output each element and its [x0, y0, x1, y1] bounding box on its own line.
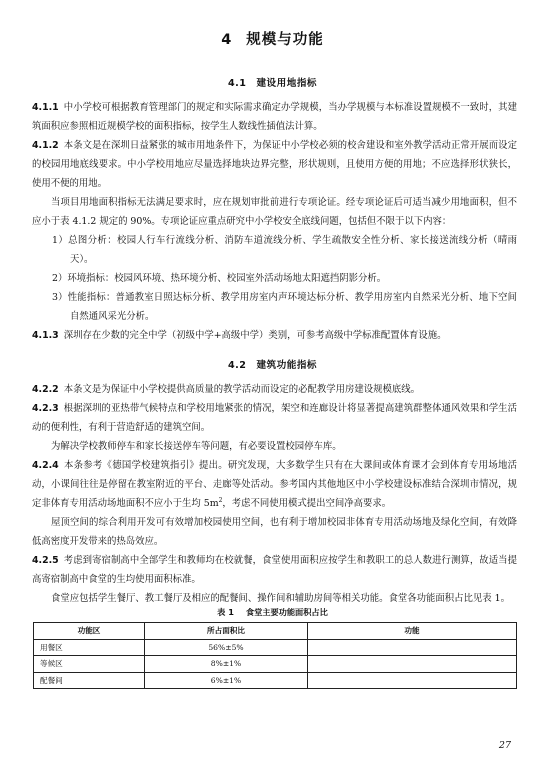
clause-text: 本条参考《德国学校建筑指引》提出。研究发现，大多数学生只有在大课间或体育课才会到体育专用场地活动，小课间往往是停留在教室附近的平台、走廊等处活动。参考国内其他地区中小学校建设标准结合深圳市情况，规定非体育专用活动场地面积不应小于生均 5m	[32, 460, 517, 509]
table-row	[34, 656, 517, 673]
table-cell: 56%±5%	[145, 639, 308, 656]
clause-text: 根据深圳的亚热带气候特点和学校用地紧张的情况，架空和连廊设计将显著提高建筑群整体通风效果和学生活动的便利性，有利于营造舒适的建筑空间。	[32, 403, 517, 433]
table-title: 食堂主要功能面积占比	[245, 607, 328, 617]
clause-paragraph	[32, 551, 517, 589]
page-number: 27	[498, 740, 511, 751]
clause-number: 4.2.4	[32, 460, 59, 471]
list-item: 1）总图分析：校园人行车行流线分析、消防车道流线分析、学生疏散安全性分析、家长接送流线分析（晴雨天）。	[52, 235, 517, 265]
body-paragraph: 食堂应包括学生餐厅、教工餐厅及相应的配餐间、操作间和辅助房间等相关功能。食堂各功能面积占比见表 1。	[51, 593, 510, 604]
body-paragraph: 屋顶空间的综合利用开发可有效增加校园使用空间，也有利于增加校园非体育专用活动场地及绿化空间，有效降低高密度开发带来的热岛效应。	[32, 517, 517, 547]
list-item: 2）环境指标：校园风环境、热环境分析、校园室外活动场地太阳遮挡阴影分析。	[52, 273, 387, 284]
column-header: 所占面积比	[145, 623, 308, 640]
clause-number: 4.1.1	[32, 102, 59, 113]
section-title	[0, 357, 545, 371]
clause-paragraph	[32, 380, 517, 399]
clause-number: 4.1.2	[32, 140, 59, 151]
body-paragraph: 当项目用地面积指标无法满足要求时，应在规划审批前进行专项论证。经专项论证后可适当减少用地面积，但不应小于表 4.1.2 规定的 90%。专项论证应重点研究中小学校安全底线问题，包括但不限于以下内容：	[32, 197, 517, 227]
section-4-2-body	[32, 380, 517, 608]
table-cell	[308, 656, 517, 673]
superscript: 2	[218, 496, 223, 504]
chapter-title-text: 规模与功能	[246, 32, 324, 48]
clause-paragraph	[32, 98, 517, 136]
table-header-row	[34, 623, 517, 640]
table-cell	[308, 672, 517, 689]
column-header: 功能	[308, 623, 517, 640]
table-label: 表 1	[217, 607, 234, 617]
clause-text: 深圳存在少数的完全中学（初级中学+高级中学）类别，可参考高级中学标准配置体育设施。	[63, 330, 447, 341]
table-caption	[0, 607, 545, 618]
column-header: 功能区	[34, 623, 145, 640]
clause-number: 4.2.2	[32, 384, 59, 395]
table-row	[34, 639, 517, 656]
table-cell: 用餐区	[34, 639, 145, 656]
clause-paragraph	[32, 399, 517, 437]
section-title-text: 建筑功能指标	[256, 360, 318, 371]
list-item: 3）性能指标：普通教室日照达标分析、教学用房室内声环境达标分析、教学用房室内自然采光分析、地下空间自然通风采光分析。	[52, 292, 517, 322]
clause-text: 本条文是为保证中小学校提供高质量的教学活动而设定的必配教学用房建设规模底线。	[63, 384, 420, 395]
clause-number: 4.1.3	[32, 330, 59, 341]
section-title	[0, 75, 545, 89]
table-row	[34, 672, 517, 689]
table-cell: 等候区	[34, 656, 145, 673]
table-cell	[308, 639, 517, 656]
table-cell: 6%±1%	[145, 672, 308, 689]
section-number: 4.2	[227, 360, 247, 371]
chapter-title	[0, 28, 545, 49]
clause-paragraph	[32, 456, 517, 513]
clause-paragraph	[32, 326, 517, 345]
clause-paragraph	[32, 136, 517, 193]
section-title-text: 建设用地指标	[256, 78, 318, 89]
section-number: 4.1	[227, 78, 247, 89]
section-4-1-body	[32, 98, 517, 345]
clause-text: ，考虑不同使用模式提出空间净高要求。	[222, 498, 392, 509]
clause-text: 中小学校可根据教育管理部门的规定和实际需求确定办学规模，当办学规模与本标准设置规模不一致时，其建筑面积应参照相近规模学校的面积指标，按学生人数线性插值法计算。	[32, 102, 517, 132]
clause-text: 本条文是在深圳日益紧张的城市用地条件下，为保证中小学校必须的校舍建设和室外教学活动正常开展而设定的校园用地底线要求。中小学校用地应尽量选择地块边界完整，形状规则，且使用方便的用地；不应选择形状狭长，使用不便的用地。	[32, 140, 517, 189]
clause-text: 考虑到寄宿制高中全部学生和教师均在校就餐，食堂使用面积应按学生和教职工的总人数进行测算，故适当提高寄宿制高中食堂的生均使用面积标准。	[32, 555, 517, 585]
canteen-area-table	[33, 622, 517, 689]
table-cell: 配餐间	[34, 672, 145, 689]
chapter-number: 4	[221, 32, 233, 48]
clause-number: 4.2.3	[32, 403, 59, 414]
body-paragraph: 为解决学校教师停车和家长接送停车等问题，有必要设置校园停车库。	[51, 441, 342, 452]
clause-number: 4.2.5	[32, 555, 59, 566]
table-cell: 8%±1%	[145, 656, 308, 673]
